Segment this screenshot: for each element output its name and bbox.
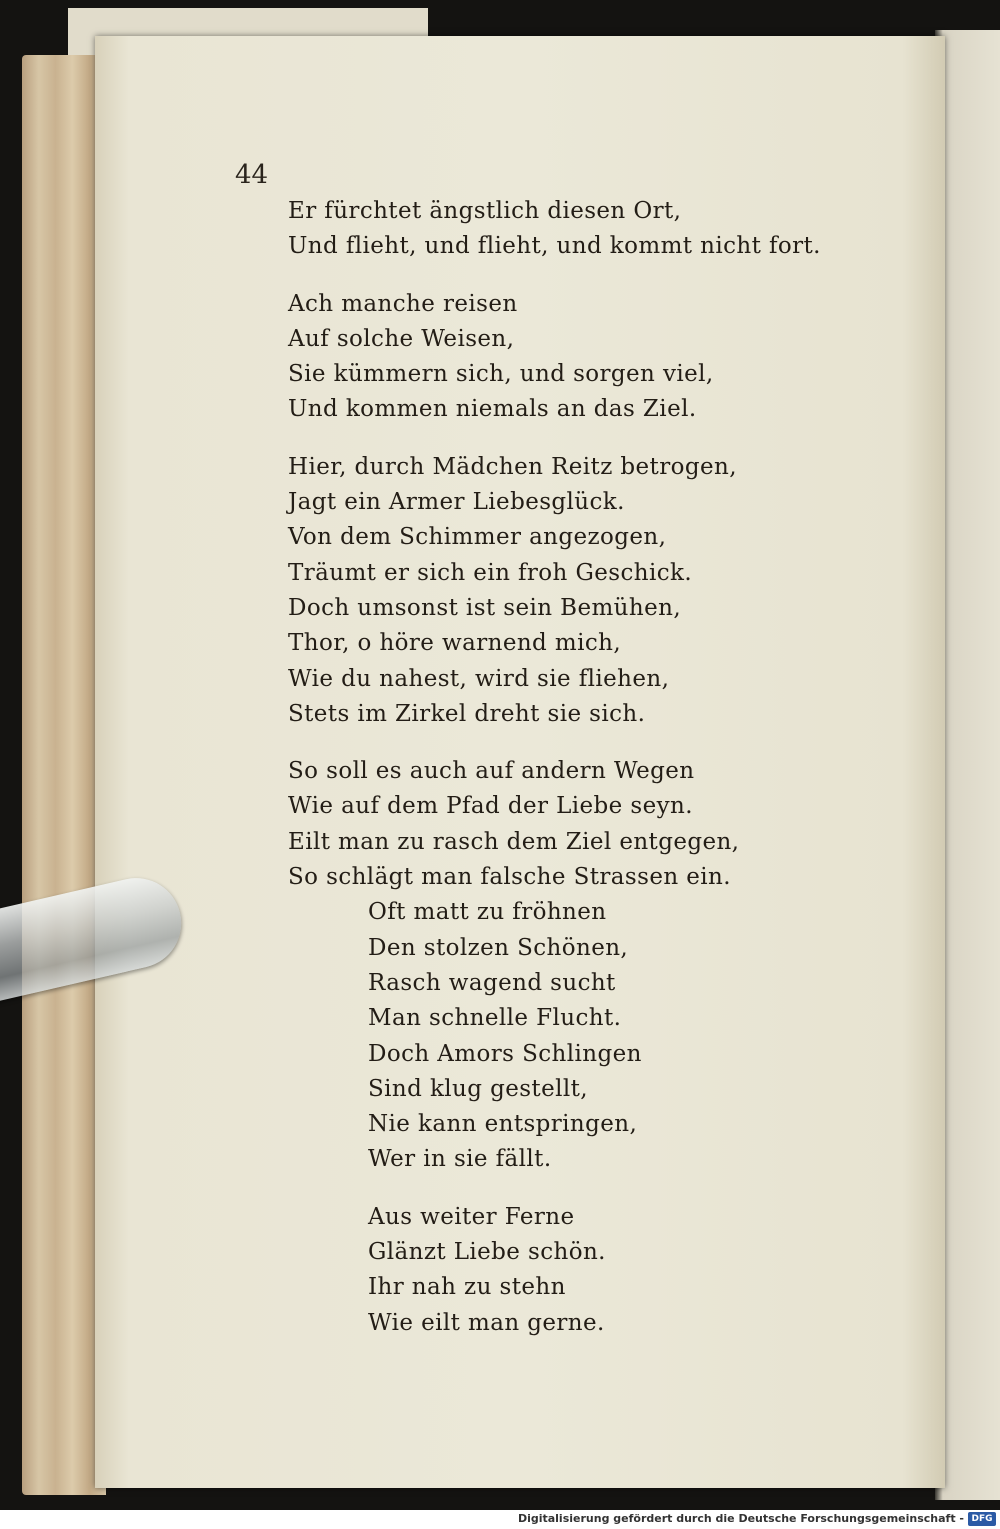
poem-line: Sie kümmern sich, und sorgen viel, — [288, 361, 714, 388]
poem-line: Und kommen niemals an das Ziel. — [288, 396, 697, 423]
stanza — [288, 1200, 848, 1341]
poem-line: Von dem Schimmer angezogen, — [288, 524, 667, 551]
poem-line: Thor, o höre warnend mich, — [288, 630, 622, 657]
poem-line: Den stolzen Schönen, — [368, 934, 629, 961]
poem-line: So schlägt man falsche Strassen ein. — [288, 864, 731, 891]
poem-line: Stets im Zirkel dreht sie sich. — [288, 700, 646, 727]
poem-line: Ihr nah zu stehn — [368, 1274, 566, 1301]
poem-line: Nie kann entspringen, — [368, 1111, 638, 1138]
poem-line: Rasch wagend sucht — [368, 969, 616, 996]
poem-line: So soll es auch auf andern Wegen — [288, 758, 695, 785]
poem-line: Wie eilt man gerne. — [368, 1309, 605, 1336]
poem-line: Und flieht, und flieht, und kommt nicht fort. — [288, 233, 821, 260]
poem-line: Er fürchtet ängstlich diesen Ort, — [288, 198, 682, 224]
poem-line: Doch Amors Schlingen — [368, 1040, 642, 1067]
poem-line: Ach manche reisen — [288, 290, 518, 317]
poem-line: Träumt er sich ein froh Geschick. — [288, 559, 693, 586]
stanza — [288, 194, 848, 265]
poem-line: Glänzt Liebe schön. — [368, 1239, 606, 1266]
page-number: 44 — [235, 160, 269, 190]
poem-line: Hier, durch Mädchen Reitz betrogen, — [288, 453, 737, 480]
poem-line: Sind klug gestellt, — [368, 1075, 588, 1102]
poem-line: Oft matt zu fröhnen — [368, 899, 607, 926]
poem-line: Aus weiter Ferne — [368, 1203, 575, 1230]
poem-line: Man schnelle Flucht. — [368, 1005, 622, 1032]
poem-line: Doch umsonst ist sein Bemühen, — [288, 594, 682, 621]
stanza — [288, 287, 848, 428]
poem-line: Wie auf dem Pfad der Liebe seyn. — [288, 793, 693, 820]
poem-line: Eilt man zu rasch dem Ziel entgegen, — [288, 828, 740, 855]
poem-line: Wer in sie fällt. — [368, 1146, 552, 1173]
poem-line: Jagt ein Armer Liebesglück. — [288, 489, 625, 516]
dfg-logo: DFG — [968, 1512, 996, 1526]
stanza — [288, 450, 848, 732]
poem-line: Auf solche Weisen, — [288, 325, 515, 352]
footer-credit: Digitalisierung gefördert durch die Deutsche Forschungsgemeinschaft - — [517, 1512, 964, 1525]
stanza — [288, 754, 848, 1178]
page-edge-stack — [22, 55, 106, 1495]
poem-text — [288, 194, 848, 1341]
poem-line: Wie du nahest, wird sie fliehen, — [288, 665, 670, 692]
